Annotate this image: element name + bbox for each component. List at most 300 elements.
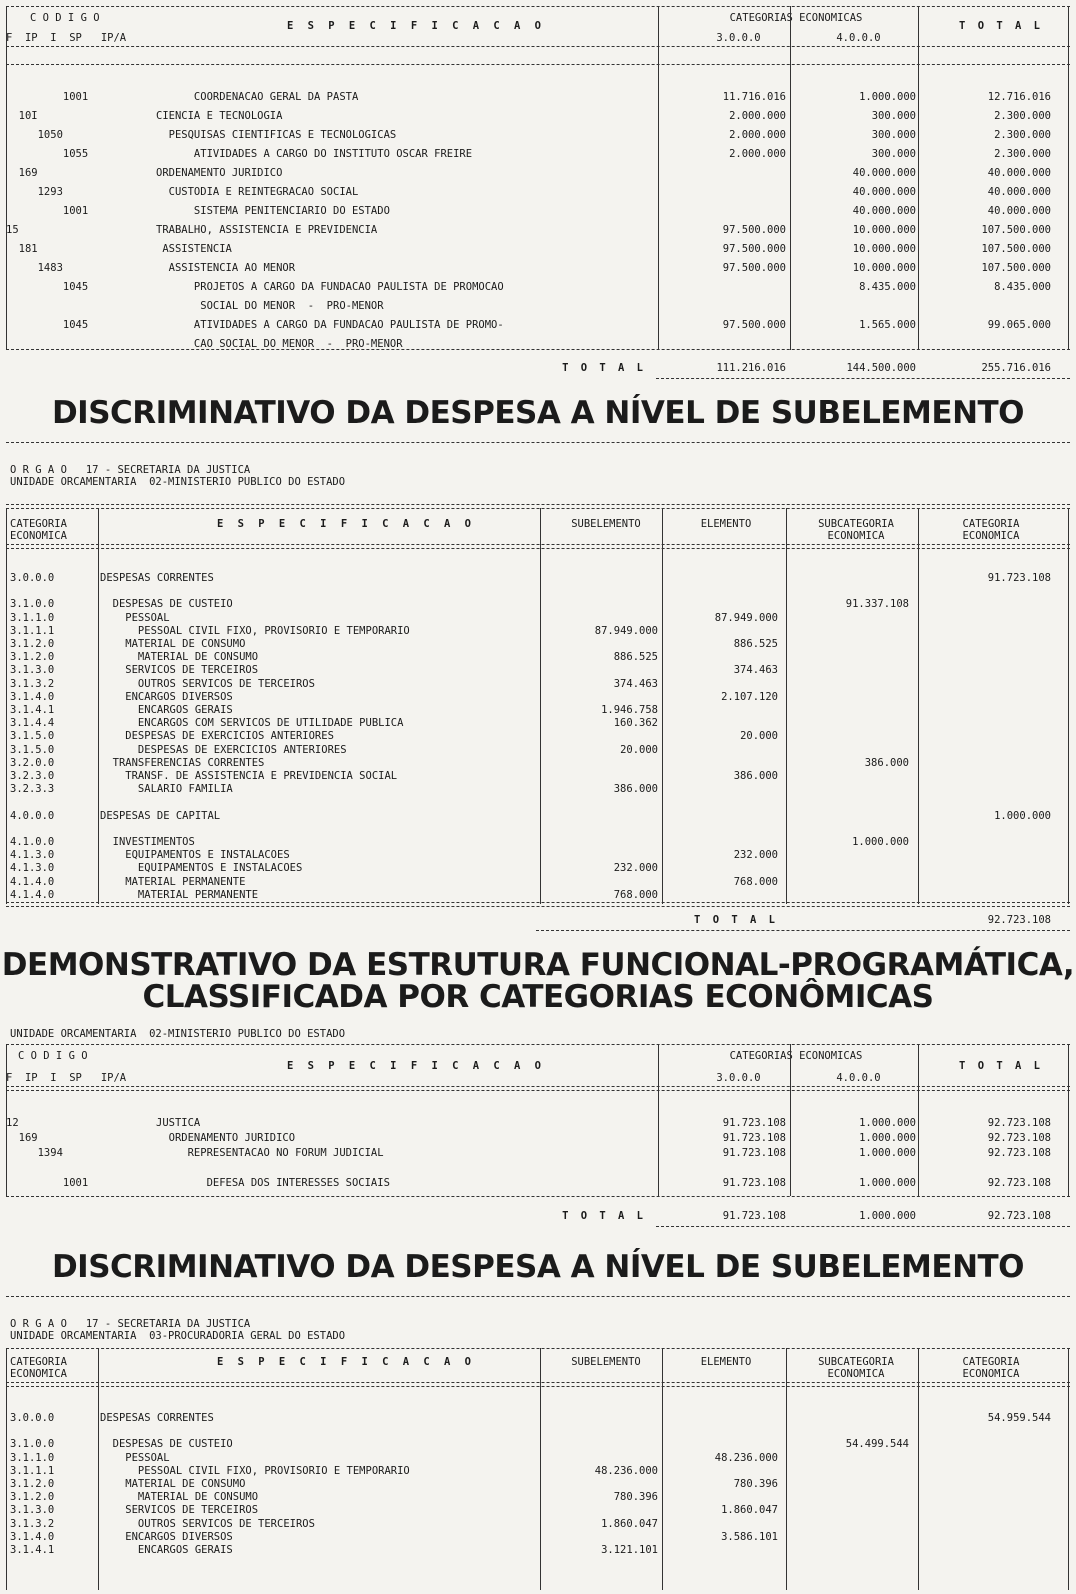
- categoria-code-cell: 4.1.4.0: [10, 888, 55, 901]
- table-row: [6, 243, 1070, 255]
- total-row: [6, 362, 1070, 374]
- subelemento-cell: 232.000: [613, 862, 658, 875]
- categoria-code-cell: 3.1.4.0: [10, 1530, 55, 1543]
- elemento-header: ELEMENTO: [700, 518, 752, 530]
- section-title-2a: DEMONSTRATIVO DA ESTRUTURA FUNCIONAL-PROGRAMÁTICA,: [1, 947, 1075, 983]
- table-row: [6, 72, 1070, 84]
- codigo-cell: 15: [6, 224, 19, 236]
- total-cell: 92.723.108: [987, 1177, 1051, 1189]
- table-row: [6, 148, 1070, 160]
- table-row: [6, 585, 1070, 597]
- elemento-cell: 886.525: [733, 638, 778, 650]
- especificacao-header: E S P E C I F I C A C A O: [216, 518, 476, 530]
- total-cell: 92.723.108: [987, 1147, 1051, 1159]
- categoria-code-cell: 3.2.3.0: [10, 770, 55, 782]
- especificacao-cell: PESQUISAS CIENTIFICAS E TECNOLOGICAS: [156, 129, 397, 141]
- especificacao-cell: DESPESAS CORRENTES: [100, 1412, 214, 1424]
- cat-3000-cell: 97.500.000: [722, 224, 786, 236]
- especificacao-cell: ENCARGOS DIVERSOS: [100, 690, 233, 703]
- categoria-col-header-2: ECONOMICA: [962, 1368, 1020, 1380]
- especificacao-cell: ENCARGOS GERAIS: [100, 704, 233, 716]
- categoria-cell: 54.959.544: [987, 1412, 1051, 1424]
- table-row: [6, 889, 1070, 901]
- subelemento-header: SUBELEMENTO: [571, 1356, 641, 1368]
- especificacao-cell: ASSISTENCIA AO MENOR: [156, 262, 296, 274]
- cat-3000-cell: 97.500.000: [722, 243, 786, 255]
- subelemento-cell: 48.236.000: [594, 1464, 658, 1477]
- subelemento-cell: 886.525: [613, 651, 658, 664]
- column-rule: [1068, 508, 1069, 904]
- column-rule: [6, 1348, 7, 1590]
- categoria-col-header: CATEGORIA: [962, 1356, 1020, 1368]
- especificacao-cell: INVESTIMENTOS: [100, 836, 195, 848]
- cat-3000-cell: 2.000.000: [729, 148, 786, 160]
- table-row: [6, 783, 1070, 795]
- especificacao-cell: MATERIAL DE CONSUMO: [100, 638, 246, 650]
- total-cell: 8.435.000: [994, 281, 1051, 293]
- total-label: T O T A L: [562, 1210, 646, 1222]
- categoria-code-cell: 3.0.0.0: [10, 572, 55, 584]
- categoria-code-cell: 3.1.3.0: [10, 1504, 55, 1517]
- table-row: [6, 262, 1070, 274]
- table-row: [6, 1132, 1070, 1144]
- especificacao-cell: DESPESAS DE EXERCICIOS ANTERIORES: [100, 743, 347, 756]
- codigo-cell: 169: [6, 1132, 38, 1144]
- especificacao-cell: DEFESA DOS INTERESSES SOCIAIS: [156, 1177, 390, 1189]
- especificacao-cell: PESSOAL: [100, 611, 170, 624]
- elemento-cell: 374.463: [733, 664, 778, 677]
- categoria-header: CATEGORIA: [10, 1356, 67, 1368]
- cat-4000-cell: 1.000.000: [859, 1132, 916, 1144]
- especificacao-cell: EQUIPAMENTOS E INSTALACOES: [100, 862, 303, 875]
- table-row: [6, 1162, 1070, 1174]
- table-row: [6, 651, 1070, 663]
- subelemento-cell: 386.000: [613, 783, 658, 796]
- column-rule: [918, 1044, 919, 1196]
- table-row: [6, 167, 1070, 179]
- especificacao-cell: ATIVIDADES A CARGO DO INSTITUTO OSCAR FREIRE: [156, 148, 473, 160]
- total-row: [6, 1210, 1070, 1222]
- table-row: [6, 1544, 1070, 1556]
- elemento-cell: 20.000: [740, 730, 778, 743]
- column-rule: [6, 508, 7, 904]
- total-row: [6, 914, 1070, 926]
- especificacao-cell: MATERIAL DE CONSUMO: [100, 651, 259, 664]
- categoria-code-cell: 3.2.3.3: [10, 783, 55, 796]
- cat-4000-cell: 10.000.000: [852, 262, 916, 274]
- cat-3000-header: 3.0.0.0: [716, 32, 761, 44]
- especificacao-cell: REPRESENTACAO NO FORUM JUDICIAL: [156, 1147, 384, 1159]
- column-rule: [918, 1348, 919, 1590]
- codigo-header: C O D I G O: [18, 1050, 88, 1062]
- table-row: [6, 598, 1070, 610]
- table-row: [6, 91, 1070, 103]
- cat-4000-cell: 1.000.000: [859, 1117, 916, 1129]
- total-header: T O T A L: [959, 20, 1043, 32]
- table-row: [6, 1102, 1070, 1114]
- codigo-cell: 169: [6, 167, 38, 179]
- table-row: [6, 1412, 1070, 1424]
- categoria-col-header-2: ECONOMICA: [962, 530, 1020, 542]
- especificacao-cell: CAO SOCIAL DO MENOR - PRO-MENOR: [156, 338, 403, 350]
- cat-3000-cell: 91.723.108: [722, 1132, 786, 1144]
- table-row: [6, 1147, 1070, 1159]
- table-row: [6, 796, 1070, 808]
- subcategoria-cell: 91.337.108: [845, 598, 909, 611]
- unidade-line: UNIDADE ORCAMENTARIA 03-PROCURADORIA GERAL DO ESTADO: [10, 1330, 346, 1342]
- table-row: [6, 110, 1070, 122]
- table-row: [6, 770, 1070, 782]
- categoria-code-cell: 3.1.2.0: [10, 1491, 55, 1504]
- categoria-code-cell: 4.0.0.0: [10, 809, 55, 822]
- codigo-cell: 1001: [6, 91, 89, 103]
- categoria-code-cell: 3.1.4.1: [10, 1544, 55, 1556]
- especificacao-cell: DESPESAS DE EXERCICIOS ANTERIORES: [100, 730, 334, 743]
- codigo-cell: 10I: [6, 110, 38, 122]
- codigo-cell: 1483: [6, 262, 63, 274]
- especificacao-cell: MATERIAL DE CONSUMO: [100, 1478, 246, 1490]
- codigo-cell: 1045: [6, 319, 89, 331]
- subelemento-header: SUBELEMENTO: [571, 518, 641, 530]
- cat-4000-header: 4.0.0.0: [836, 1072, 881, 1084]
- cat-3000-cell: 97.500.000: [722, 319, 786, 331]
- categoria-code-cell: 4.1.3.0: [10, 849, 55, 862]
- subelemento-cell: 87.949.000: [594, 624, 658, 637]
- codigo-cell: 12: [6, 1117, 19, 1129]
- total-cell: 107.500.000: [981, 224, 1051, 236]
- cat-4000-header: 4.0.0.0: [836, 32, 881, 44]
- total-geral: 255.716.016: [981, 362, 1051, 374]
- table-row: [6, 836, 1070, 848]
- cat-3000-cell: 97.500.000: [722, 262, 786, 274]
- categoria-code-cell: 3.1.5.0: [10, 730, 55, 743]
- column-rule: [540, 508, 541, 904]
- total-cell: 40.000.000: [987, 186, 1051, 198]
- column-rule: [918, 6, 919, 350]
- categoria-code-cell: 3.1.4.1: [10, 704, 55, 716]
- table-row: [6, 1425, 1070, 1437]
- categoria-code-cell: 3.1.0.0: [10, 1438, 55, 1451]
- table-row: [6, 1465, 1070, 1477]
- categoria-cell: 1.000.000: [994, 809, 1051, 822]
- elemento-header: ELEMENTO: [700, 1356, 752, 1368]
- table-row: [6, 224, 1070, 236]
- total-cell: 92.723.108: [987, 1117, 1051, 1129]
- table-row: [6, 300, 1070, 312]
- categoria-cell: 91.723.108: [987, 572, 1051, 584]
- categoria-code-cell: 3.1.2.0: [10, 638, 55, 650]
- subelemento-cell: 780.396: [613, 1491, 658, 1504]
- especificacao-header: E S P E C I F I C A C A O: [286, 20, 546, 32]
- categoria-code-cell: 4.1.0.0: [10, 836, 55, 848]
- categoria-code-cell: 3.1.3.2: [10, 1517, 55, 1530]
- categorias-header: CATEGORIAS ECONOMICAS: [729, 1050, 863, 1062]
- codigo-cell: 1293: [6, 186, 63, 198]
- elemento-cell: 2.107.120: [721, 690, 778, 703]
- orgao-line: O R G A O 17 - SECRETARIA DA JUSTICA: [10, 1318, 251, 1330]
- total-3000: 111.216.016: [716, 362, 786, 374]
- cat-3000-cell: 91.723.108: [722, 1147, 786, 1159]
- categoria-code-cell: 4.1.4.0: [10, 875, 55, 888]
- especificacao-cell: PESSOAL CIVIL FIXO, PROVISORIO E TEMPORARIO: [100, 624, 410, 637]
- table-row: [6, 612, 1070, 624]
- total-cell: 40.000.000: [987, 167, 1051, 179]
- column-rule: [786, 508, 787, 904]
- cat-3000-cell: 11.716.016: [722, 91, 786, 103]
- table-row: [6, 757, 1070, 769]
- column-rule: [658, 6, 659, 350]
- table-row: [6, 1531, 1070, 1543]
- especificacao-cell: ATIVIDADES A CARGO DA FUNDACAO PAULISTA DE PROMO-: [156, 319, 504, 331]
- table-row: [6, 281, 1070, 293]
- subcategoria-header: SUBCATEGORIA: [818, 518, 894, 530]
- categoria-code-cell: 3.1.2.0: [10, 1478, 55, 1490]
- categoria-code-cell: 3.1.5.0: [10, 743, 55, 756]
- especificacao-cell: CIENCIA E TECNOLOGIA: [156, 110, 283, 122]
- table-row: [6, 730, 1070, 742]
- total-cell: 12.716.016: [987, 91, 1051, 103]
- section-title-1: DISCRIMINATIVO DA DESPESA A NÍVEL DE SUBELEMENTO: [51, 395, 1025, 431]
- column-rule: [918, 508, 919, 904]
- especificacao-cell: CUSTODIA E REINTEGRACAO SOCIAL: [156, 186, 359, 198]
- section-title-3: DISCRIMINATIVO DA DESPESA A NÍVEL DE SUBELEMENTO: [51, 1249, 1025, 1285]
- categoria-code-cell: 3.1.1.1: [10, 624, 55, 637]
- categoria-code-cell: 3.2.0.0: [10, 756, 55, 769]
- table-row: [6, 638, 1070, 650]
- especificacao-cell: OUTROS SERVICOS DE TERCEIROS: [100, 1517, 315, 1530]
- especificacao-cell: ORDENAMENTO JURIDICO: [156, 167, 283, 179]
- categorias-header: CATEGORIAS ECONOMICAS: [729, 12, 863, 24]
- categoria-code-cell: 4.1.3.0: [10, 862, 55, 875]
- subelemento-cell: 20.000: [620, 743, 658, 756]
- total-cell: 92.723.108: [987, 1132, 1051, 1144]
- especificacao-cell: SERVICOS DE TERCEIROS: [100, 1504, 259, 1517]
- total-label: T O T A L: [694, 914, 778, 926]
- total-cell: 107.500.000: [981, 262, 1051, 274]
- categoria-code-cell: 3.0.0.0: [10, 1412, 55, 1424]
- table-subelemento-1: [6, 440, 1070, 940]
- subcategoria-header-2: ECONOMICA: [827, 1368, 885, 1380]
- categoria-code-cell: 3.1.1.0: [10, 611, 55, 624]
- table-row: [6, 625, 1070, 637]
- column-rule: [1068, 1044, 1069, 1196]
- especificacao-cell: MATERIAL PERMANENTE: [100, 888, 259, 901]
- especificacao-cell: DESPESAS DE CUSTEIO: [100, 598, 233, 611]
- economica-header: ECONOMICA: [10, 530, 67, 542]
- table-row: [6, 1177, 1070, 1189]
- cat-3000-cell: 2.000.000: [729, 110, 786, 122]
- total-geral: 92.723.108: [987, 1210, 1051, 1222]
- cat-4000-cell: 40.000.000: [852, 186, 916, 198]
- especificacao-cell: DESPESAS DE CAPITAL: [100, 809, 221, 822]
- cat-4000-cell: 8.435.000: [859, 281, 916, 293]
- table-row: [6, 862, 1070, 874]
- especificacao-cell: TRANSFERENCIAS CORRENTES: [100, 756, 265, 769]
- table-funcional-programatica-2: [6, 1024, 1070, 1246]
- categoria-code-cell: 3.1.3.2: [10, 677, 55, 690]
- table-row: [6, 129, 1070, 141]
- cat-4000-cell: 40.000.000: [852, 205, 916, 217]
- especificacao-cell: SISTEMA PENITENCIARIO DO ESTADO: [156, 205, 390, 217]
- especificacao-cell: SERVICOS DE TERCEIROS: [100, 664, 259, 677]
- column-rule: [98, 1348, 99, 1590]
- cat-4000-cell: 1.000.000: [859, 91, 916, 103]
- column-rule: [98, 508, 99, 904]
- table-row: [6, 849, 1070, 861]
- elemento-cell: 386.000: [733, 770, 778, 782]
- especificacao-cell: MATERIAL PERMANENTE: [100, 875, 246, 888]
- subcategoria-header-2: ECONOMICA: [827, 530, 885, 542]
- table-row: [6, 704, 1070, 716]
- codigo-header: C O D I G O: [30, 12, 100, 24]
- subelemento-cell: 1.860.047: [601, 1517, 658, 1530]
- codigo-cell: 1045: [6, 281, 89, 293]
- subcategoria-cell: 54.499.544: [845, 1438, 909, 1451]
- table-funcional-programatica-1: [6, 2, 1070, 388]
- table-row: [6, 572, 1070, 584]
- cat-3000-cell: 91.723.108: [722, 1117, 786, 1129]
- elemento-cell: 87.949.000: [714, 611, 778, 624]
- subelemento-cell: 768.000: [613, 888, 658, 901]
- cat-4000-cell: 10.000.000: [852, 243, 916, 255]
- categoria-code-cell: 3.1.4.0: [10, 690, 55, 703]
- especificacao-cell: DESPESAS DE CUSTEIO: [100, 1438, 233, 1451]
- subcategoria-cell: 1.000.000: [852, 836, 909, 848]
- table-row: [6, 678, 1070, 690]
- total-cell: 2.300.000: [994, 148, 1051, 160]
- especificacao-cell: SALARIO FAMILIA: [100, 783, 233, 796]
- section-title-2b: CLASSIFICADA POR CATEGORIAS ECONÔMICAS: [142, 979, 934, 1015]
- especificacao-cell: TRANSF. DE ASSISTENCIA E PREVIDENCIA SOCIAL: [100, 770, 398, 782]
- column-rule: [790, 6, 791, 350]
- especificacao-cell: COORDENACAO GERAL DA PASTA: [156, 91, 359, 103]
- elemento-cell: 48.236.000: [714, 1451, 778, 1464]
- subelemento-cell: 3.121.101: [601, 1544, 658, 1556]
- table-row: [6, 717, 1070, 729]
- especificacao-cell: ENCARGOS DIVERSOS: [100, 1530, 233, 1543]
- especificacao-header: E S P E C I F I C A C A O: [286, 1060, 546, 1072]
- elemento-cell: 768.000: [733, 875, 778, 888]
- elemento-cell: 232.000: [733, 849, 778, 862]
- cat-4000-cell: 1.000.000: [859, 1147, 916, 1159]
- column-rule: [6, 1044, 7, 1196]
- especificacao-cell: PESSOAL: [100, 1451, 170, 1464]
- cat-4000-cell: 1.000.000: [859, 1177, 916, 1189]
- table-row: [6, 1504, 1070, 1516]
- total-cell: 40.000.000: [987, 205, 1051, 217]
- categoria-header: CATEGORIA: [10, 518, 67, 530]
- especificacao-cell: ENCARGOS GERAIS: [100, 1544, 233, 1556]
- categoria-code-cell: 3.1.3.0: [10, 664, 55, 677]
- table-row: [6, 319, 1070, 331]
- column-rule: [662, 1348, 663, 1590]
- codigo-subheader: F IP I SP IP/A: [6, 32, 127, 44]
- cat-4000-cell: 40.000.000: [852, 167, 916, 179]
- codigo-subheader: F IP I SP IP/A: [6, 1072, 127, 1084]
- table-row: [6, 876, 1070, 888]
- column-rule: [6, 6, 7, 350]
- table-row: [6, 823, 1070, 835]
- categoria-col-header: CATEGORIA: [962, 518, 1020, 530]
- codigo-cell: 181: [6, 243, 38, 255]
- subelemento-cell: 160.362: [613, 717, 658, 730]
- table-row: [6, 664, 1070, 676]
- table-subelemento-2: [6, 1294, 1070, 1592]
- column-rule: [1068, 1348, 1069, 1590]
- table-row: [6, 1117, 1070, 1129]
- elemento-cell: 780.396: [733, 1478, 778, 1490]
- codigo-cell: 1001: [6, 1177, 89, 1189]
- unidade-line: UNIDADE ORCAMENTARIA 02-MINISTERIO PUBLICO DO ESTADO: [10, 1028, 346, 1040]
- column-rule: [540, 1348, 541, 1590]
- table-row: [6, 1452, 1070, 1464]
- table-row: [6, 186, 1070, 198]
- column-rule: [790, 1044, 791, 1196]
- total-4000: 1.000.000: [859, 1210, 916, 1222]
- table-row: [6, 1518, 1070, 1530]
- subelemento-cell: 374.463: [613, 677, 658, 690]
- subelemento-cell: 1.946.758: [601, 704, 658, 716]
- cat-4000-cell: 1.565.000: [859, 319, 916, 331]
- codigo-cell: 1050: [6, 129, 63, 141]
- especificacao-cell: PESSOAL CIVIL FIXO, PROVISORIO E TEMPORARIO: [100, 1464, 410, 1477]
- cat-3000-cell: 91.723.108: [722, 1177, 786, 1189]
- categoria-code-cell: 3.1.0.0: [10, 598, 55, 611]
- especificacao-cell: PROJETOS A CARGO DA FUNDACAO PAULISTA DE PROMOCAO: [156, 281, 504, 293]
- total-cell: 107.500.000: [981, 243, 1051, 255]
- especificacao-cell: ENCARGOS COM SERVICOS DE UTILIDADE PUBLICA: [100, 717, 404, 730]
- total-value: 92.723.108: [987, 914, 1051, 926]
- categoria-code-cell: 3.1.1.1: [10, 1464, 55, 1477]
- total-cell: 99.065.000: [987, 319, 1051, 331]
- column-rule: [786, 1348, 787, 1590]
- especificacao-cell: SOCIAL DO MENOR - PRO-MENOR: [156, 300, 384, 312]
- especificacao-cell: ORDENAMENTO JURIDICO: [156, 1132, 296, 1144]
- total-label: T O T A L: [562, 362, 646, 374]
- table-row: [6, 1438, 1070, 1450]
- unidade-line: UNIDADE ORCAMENTARIA 02-MINISTERIO PUBLICO DO ESTADO: [10, 476, 346, 488]
- cat-3000-header: 3.0.0.0: [716, 1072, 761, 1084]
- especificacao-cell: OUTROS SERVICOS DE TERCEIROS: [100, 677, 315, 690]
- total-cell: 2.300.000: [994, 129, 1051, 141]
- orgao-line: O R G A O 17 - SECRETARIA DA JUSTICA: [10, 464, 251, 476]
- cat-4000-cell: 10.000.000: [852, 224, 916, 236]
- categoria-code-cell: 3.1.1.0: [10, 1451, 55, 1464]
- total-header: T O T A L: [959, 1060, 1043, 1072]
- subcategoria-cell: 386.000: [864, 756, 909, 769]
- subcategoria-header: SUBCATEGORIA: [818, 1356, 894, 1368]
- column-rule: [662, 508, 663, 904]
- categoria-code-cell: 3.1.4.4: [10, 717, 55, 730]
- table-row: [6, 810, 1070, 822]
- column-rule: [1068, 6, 1069, 350]
- table-row: [6, 691, 1070, 703]
- especificacao-cell: DESPESAS CORRENTES: [100, 572, 214, 584]
- categoria-code-cell: 3.1.2.0: [10, 651, 55, 664]
- total-cell: 2.300.000: [994, 110, 1051, 122]
- cat-4000-cell: 300.000: [871, 129, 916, 141]
- column-rule: [658, 1044, 659, 1196]
- especificacao-cell: JUSTICA: [156, 1117, 201, 1129]
- cat-3000-cell: 2.000.000: [729, 129, 786, 141]
- elemento-cell: 1.860.047: [721, 1504, 778, 1517]
- especificacao-cell: MATERIAL DE CONSUMO: [100, 1491, 259, 1504]
- total-3000: 91.723.108: [722, 1210, 786, 1222]
- especificacao-cell: EQUIPAMENTOS E INSTALACOES: [100, 849, 290, 862]
- especificacao-cell: ASSISTENCIA: [156, 243, 232, 255]
- table-row: [6, 205, 1070, 217]
- table-row: [6, 1478, 1070, 1490]
